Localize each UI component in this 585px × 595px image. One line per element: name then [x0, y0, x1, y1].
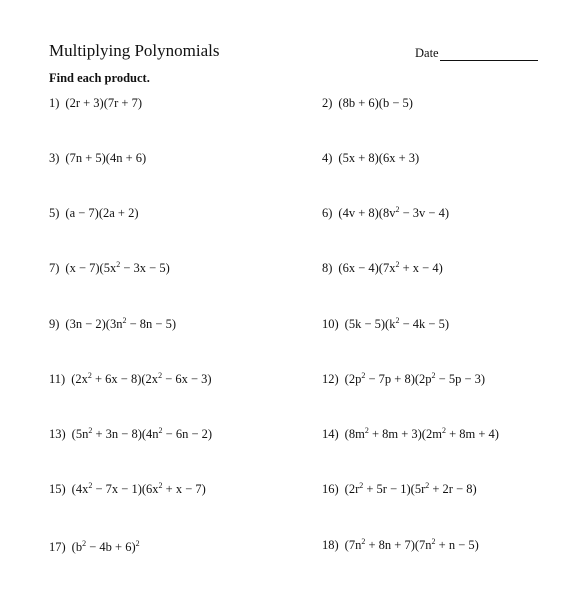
problem-item [49, 260, 170, 276]
problem-number: 3) [49, 151, 60, 165]
exponent: 2 [88, 425, 93, 435]
exponent: 2 [116, 259, 121, 269]
exponent: 2 [431, 370, 436, 380]
instructions: Find each product. [49, 71, 150, 85]
expression-text: (5x + 8)(6x + 3) [338, 151, 420, 165]
expression-text: + x − 7) [162, 482, 206, 496]
problem-item [49, 150, 146, 166]
problem-number: 12) [322, 372, 339, 386]
problem-number: 5) [49, 206, 60, 220]
page-title: Multiplying Polynomials [49, 41, 220, 60]
exponent: 2 [361, 536, 366, 546]
problem-number: 16) [322, 482, 339, 496]
exponent: 2 [88, 480, 93, 490]
expression-text: − 8n − 5) [126, 317, 176, 331]
problem-number: 9) [49, 317, 60, 331]
problem-expression [345, 427, 499, 441]
exponent: 2 [395, 315, 400, 325]
expression-text: (x − 7)(5x [65, 261, 117, 275]
problem-expression [72, 540, 140, 554]
expression-text: + x − 4) [399, 261, 443, 275]
expression-text: (5k − 5)(k [344, 317, 396, 331]
expression-text: (2p [344, 372, 362, 386]
problem-number: 13) [49, 427, 66, 441]
problem-expression [65, 261, 169, 275]
expression-text: + 6x − 8)(2x [91, 372, 159, 386]
problem-number: 1) [49, 96, 60, 110]
exponent: 2 [158, 370, 163, 380]
date-field [415, 45, 538, 61]
problem-expression [338, 206, 449, 220]
problem-expression [71, 372, 211, 386]
expression-text: − 7x − 1)(6x [92, 482, 159, 496]
problem-item [322, 95, 413, 111]
expression-text: − 6x − 3) [162, 372, 212, 386]
problem-number: 2) [322, 96, 333, 110]
problem-number: 6) [322, 206, 333, 220]
expression-text: + 8m + 4) [445, 427, 499, 441]
problem-expression [345, 538, 479, 552]
problem-item [49, 95, 142, 111]
problem-item [49, 426, 212, 442]
exponent: 2 [431, 536, 436, 546]
problem-item [49, 539, 140, 555]
problem-item [322, 481, 477, 497]
problem-expression [345, 482, 477, 496]
expression-text: + 3n − 8)(4n [92, 427, 159, 441]
problem-number: 11) [49, 372, 66, 386]
problem-number: 15) [49, 482, 66, 496]
problem-number: 18) [322, 538, 339, 552]
expression-text: (b [71, 540, 83, 554]
expression-text: − 4k − 5) [399, 317, 449, 331]
expression-text: (4x [71, 482, 89, 496]
expression-text: (a − 7)(2a + 2) [65, 206, 139, 220]
problem-item [322, 316, 449, 332]
expression-text: + 2r − 8) [429, 482, 477, 496]
expression-text: + 5r − 1)(5r [363, 482, 426, 496]
problem-expression [338, 261, 442, 275]
expression-text: + n − 5) [435, 538, 479, 552]
exponent: 2 [135, 538, 140, 548]
expression-text: (8b + 6)(b − 5) [338, 96, 413, 110]
problem-number: 8) [322, 261, 333, 275]
expression-text: (2r + 3)(7r + 7) [65, 96, 142, 110]
expression-text: (7n [344, 538, 362, 552]
expression-text: + 8m + 3)(2m [368, 427, 442, 441]
problem-item [322, 150, 419, 166]
problem-item [322, 426, 499, 442]
problem-item [322, 260, 443, 276]
exponent: 2 [364, 425, 369, 435]
problem-number: 10) [322, 317, 339, 331]
expression-text: − 6n − 2) [162, 427, 213, 441]
problem-item [49, 205, 139, 221]
expression-text: (4v + 8)(8v [338, 206, 396, 220]
expression-text: + 8n + 7)(7n [365, 538, 432, 552]
problem-expression [72, 482, 206, 496]
problem-expression [338, 96, 413, 110]
exponent: 2 [361, 370, 366, 380]
expression-text: (8m [344, 427, 365, 441]
problem-number: 17) [49, 540, 66, 554]
expression-text: − 3v − 4) [399, 206, 449, 220]
exponent: 2 [122, 315, 127, 325]
exponent: 2 [395, 259, 400, 269]
exponent: 2 [82, 538, 87, 548]
expression-text: − 7p + 8)(2p [365, 372, 432, 386]
expression-text: (3n − 2)(3n [65, 317, 123, 331]
date-blank-line [440, 47, 538, 61]
exponent: 2 [359, 480, 364, 490]
problem-item [49, 316, 176, 332]
problem-expression [65, 206, 138, 220]
problem-item [49, 481, 206, 497]
expression-text: − 3x − 5) [120, 261, 170, 275]
problem-number: 7) [49, 261, 60, 275]
exponent: 2 [87, 370, 92, 380]
expression-text: − 4b + 6) [86, 540, 136, 554]
expression-text: − 5p − 3) [435, 372, 486, 386]
exponent: 2 [158, 480, 163, 490]
expression-text: (7n + 5)(4n + 6) [65, 151, 147, 165]
expression-text: (2r [344, 482, 360, 496]
problem-item [49, 371, 212, 387]
problem-expression [345, 317, 449, 331]
problem-number: 4) [322, 151, 333, 165]
exponent: 2 [441, 425, 446, 435]
problem-expression [72, 427, 212, 441]
problem-item [322, 371, 485, 387]
expression-text: (6x − 4)(7x [338, 261, 396, 275]
exponent: 2 [425, 480, 430, 490]
expression-text: (2x [71, 372, 88, 386]
expression-text: (5n [71, 427, 89, 441]
problem-item [322, 537, 479, 553]
problem-expression [65, 96, 142, 110]
exponent: 2 [395, 204, 400, 214]
problem-expression [65, 317, 176, 331]
problem-number: 14) [322, 427, 339, 441]
exponent: 2 [158, 425, 163, 435]
problem-expression [338, 151, 419, 165]
problem-expression [65, 151, 146, 165]
problem-item [322, 205, 449, 221]
date-label: Date [415, 46, 439, 60]
problem-expression [345, 372, 485, 386]
